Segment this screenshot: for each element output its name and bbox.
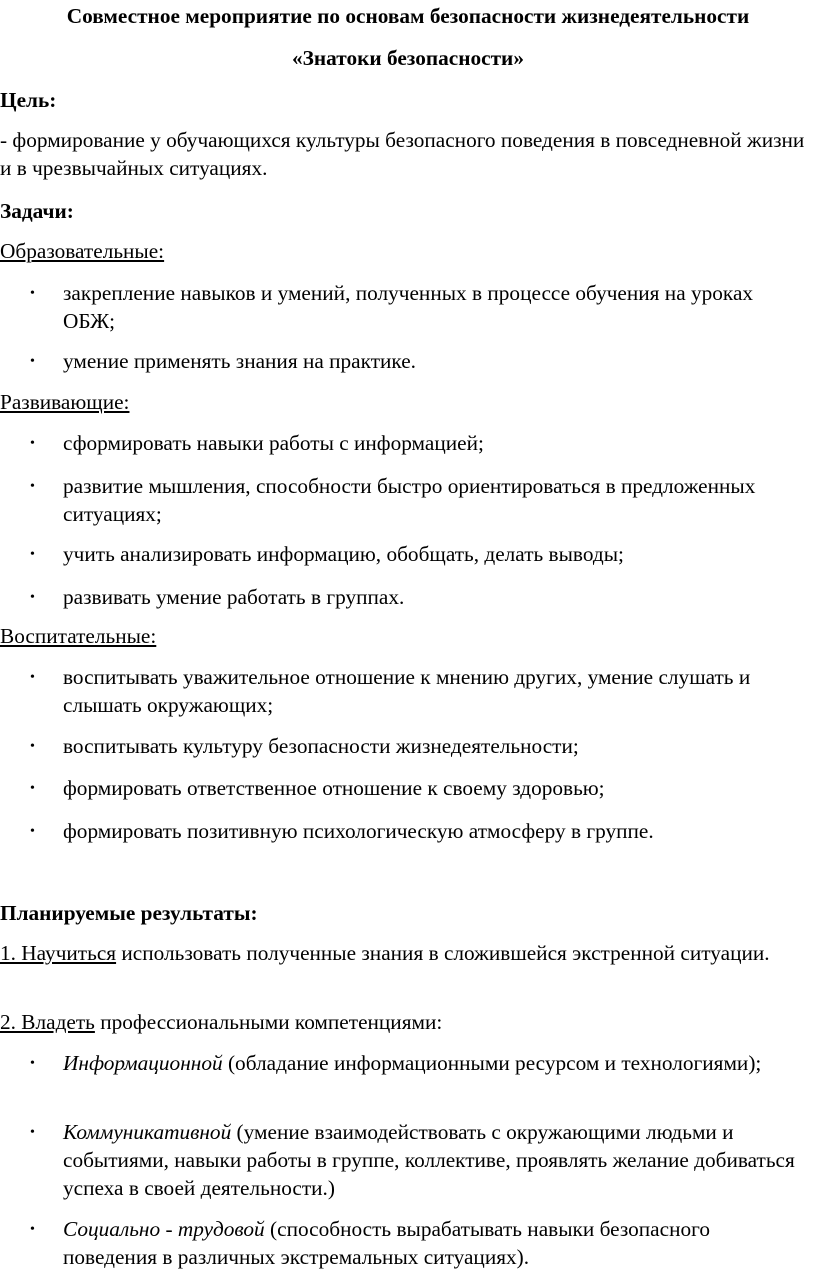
document-subtitle: «Знатоки безопасности»: [292, 46, 524, 70]
bullet-icon: •: [30, 1125, 35, 1140]
goal-text: - формирование у обучающихся культуры безопасного поведения в повседневной жизни и в чрезвычайных ситуациях.: [0, 128, 805, 180]
bullet-icon: •: [30, 824, 35, 839]
list-item: формировать ответственное отношение к своему здоровью;: [63, 776, 605, 800]
bullet-icon: •: [30, 436, 35, 451]
tasks-heading: Задачи:: [0, 199, 74, 223]
list-item: закрепление навыков и умений, полученных в процессе обучения на уроках ОБЖ;: [63, 281, 754, 333]
bullet-icon: •: [30, 590, 35, 605]
competency-item: [63, 1118, 808, 1202]
bullet-icon: •: [30, 670, 35, 685]
bullet-icon: •: [30, 1222, 35, 1237]
list-item: развивать умение работать в группах.: [63, 585, 405, 609]
competency-name: Информационной: [63, 1051, 223, 1075]
competency-item: [63, 1215, 808, 1271]
educational-label: Образовательные:: [0, 239, 165, 263]
result-2-verb: 2. Владеть: [0, 1010, 95, 1034]
list-item: развитие мышления, способности быстро ориентироваться в предложенных ситуациях;: [63, 474, 756, 526]
bullet-icon: •: [30, 739, 35, 754]
result-1: [0, 939, 812, 967]
list-item: формировать позитивную психологическую атмосферу в группе.: [63, 819, 654, 843]
competency-item: [63, 1049, 808, 1077]
list-item: умение применять знания на практике.: [63, 349, 416, 373]
results-heading: Планируемые результаты:: [0, 901, 258, 925]
competency-desc: (способность вырабатывать навыки безопасного поведения в различных экстремальных ситуациях).: [63, 1217, 710, 1269]
result-2: [0, 1008, 812, 1036]
bullet-icon: •: [30, 479, 35, 494]
bullet-icon: •: [30, 1056, 35, 1071]
bullet-icon: •: [30, 781, 35, 796]
list-item: воспитывать культуру безопасности жизнедеятельности;: [63, 734, 579, 758]
upbringing-label: Воспитательные:: [0, 624, 157, 648]
result-1-verb: 1. Научиться: [0, 941, 117, 965]
goal-heading: Цель:: [0, 88, 57, 112]
competency-desc: (умение взаимодействовать с окружающими людьми и событиями, навыки работы в группе, коллективе, проявлять желание добиваться успеха в своей деятельности.): [63, 1120, 795, 1200]
competency-desc: (обладание информационными ресурсом и технологиями);: [222, 1051, 762, 1075]
competency-name: Коммуникативной: [63, 1120, 232, 1144]
document-title: Совместное мероприятие по основам безопасности жизнедеятельности: [66, 4, 750, 28]
bullet-icon: •: [30, 286, 35, 301]
list-item: учить анализировать информацию, обобщать, делать выводы;: [63, 542, 624, 566]
result-2-text: профессиональными компетенциями:: [94, 1010, 443, 1034]
bullet-icon: •: [30, 547, 35, 562]
list-item: воспитывать уважительное отношение к мнению других, умение слушать и слышать окружающих;: [63, 665, 751, 717]
list-item: сформировать навыки работы с информацией;: [63, 431, 484, 455]
developing-label: Развивающие:: [0, 390, 130, 414]
competency-name: Социально - трудовой: [63, 1217, 265, 1241]
result-1-text: использовать полученные знания в сложившейся экстренной ситуации.: [116, 941, 770, 965]
bullet-icon: •: [30, 354, 35, 369]
